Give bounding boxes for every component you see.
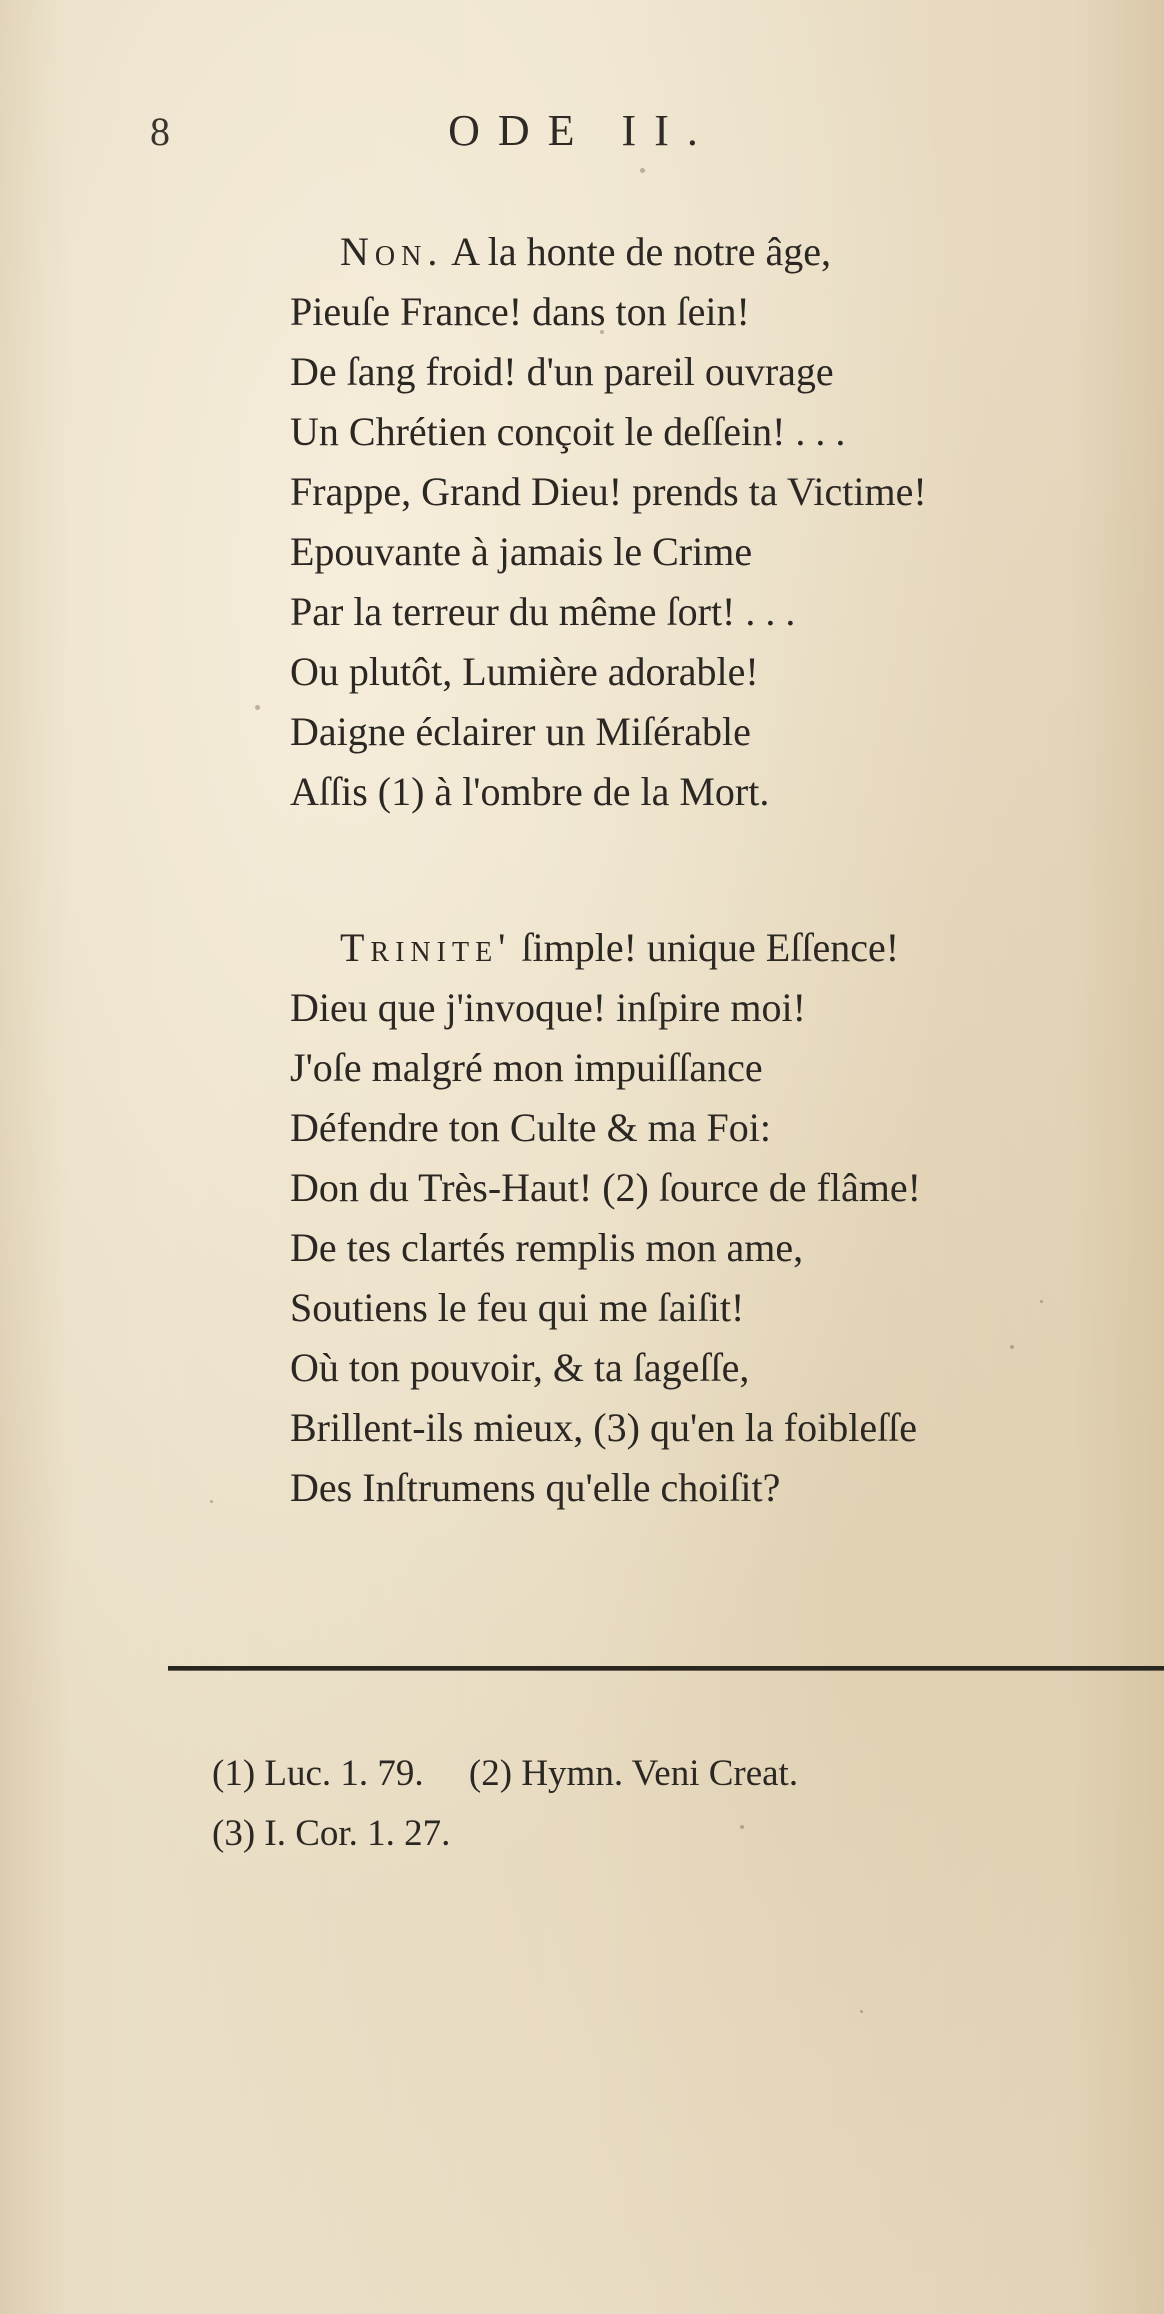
verse-line: J'oſe malgré mon impuiſſance: [290, 1045, 763, 1090]
footnote: (2) Hymn. Veni Creat.: [468, 1753, 799, 1794]
footnote-rule: [168, 1666, 1164, 1671]
verse-line: De ſang froid! d'un pareil ouvrage: [290, 349, 834, 394]
footnote: (3) I. Cor. 1. 27.: [212, 1813, 451, 1854]
verse-line: Défendre ton Culte & ma Foi:: [290, 1105, 772, 1150]
verse-line: Un Chrétien conçoit le deſſein! . . .: [290, 409, 846, 454]
verse-line: [290, 918, 1130, 978]
verse-line: Epouvante à jamais le Crime: [290, 529, 753, 574]
footnotes: [212, 1744, 1152, 1864]
footnote-row: [212, 1804, 1152, 1864]
verse-text: ſimple! unique Eſſence!: [511, 925, 900, 970]
verse-line: Brillent-ils mieux, (3) qu'en la foibleſſe: [290, 1405, 918, 1450]
stanza: [290, 222, 1130, 822]
stanza: [290, 918, 1130, 1518]
verse-line: Frappe, Grand Dieu! prends ta Victime!: [290, 469, 927, 514]
verse-line: De tes clartés remplis mon ame,: [290, 1225, 804, 1270]
verse-line: Par la terreur du même ſort! . . .: [290, 589, 796, 634]
page-number: 8: [150, 109, 170, 154]
footnote-row: [212, 1744, 1152, 1804]
verse-line: Don du Très-Haut! (2) ſource de flâme!: [290, 1165, 921, 1210]
verse-line: Soutiens le feu qui me ſaiſit!: [290, 1285, 745, 1330]
verse-line: Des Inſtrumens qu'elle choiſit?: [290, 1465, 781, 1510]
verse-text: A la honte de notre âge,: [443, 229, 831, 274]
verse-line: Pieuſe France! dans ton ſein!: [290, 289, 750, 334]
verse-line: Où ton pouvoir, & ta ſageſſe,: [290, 1345, 750, 1390]
running-head: ODE II.: [448, 106, 716, 155]
verse-line: Dieu que j'invoque! inſpire moi!: [290, 985, 806, 1030]
verse-line: Aſſis (1) à l'ombre de la Mort.: [290, 769, 770, 814]
verse-line: Ou plutôt, Lumière adorable!: [290, 649, 759, 694]
stanza-lead-word: Trinite': [340, 925, 512, 970]
stanza-lead-word: Non.: [340, 229, 444, 274]
verse-line: [290, 222, 1130, 282]
verse-line: Daigne éclairer un Miſérable: [290, 709, 751, 754]
footnote: (1) Luc. 1. 79.: [212, 1753, 424, 1794]
